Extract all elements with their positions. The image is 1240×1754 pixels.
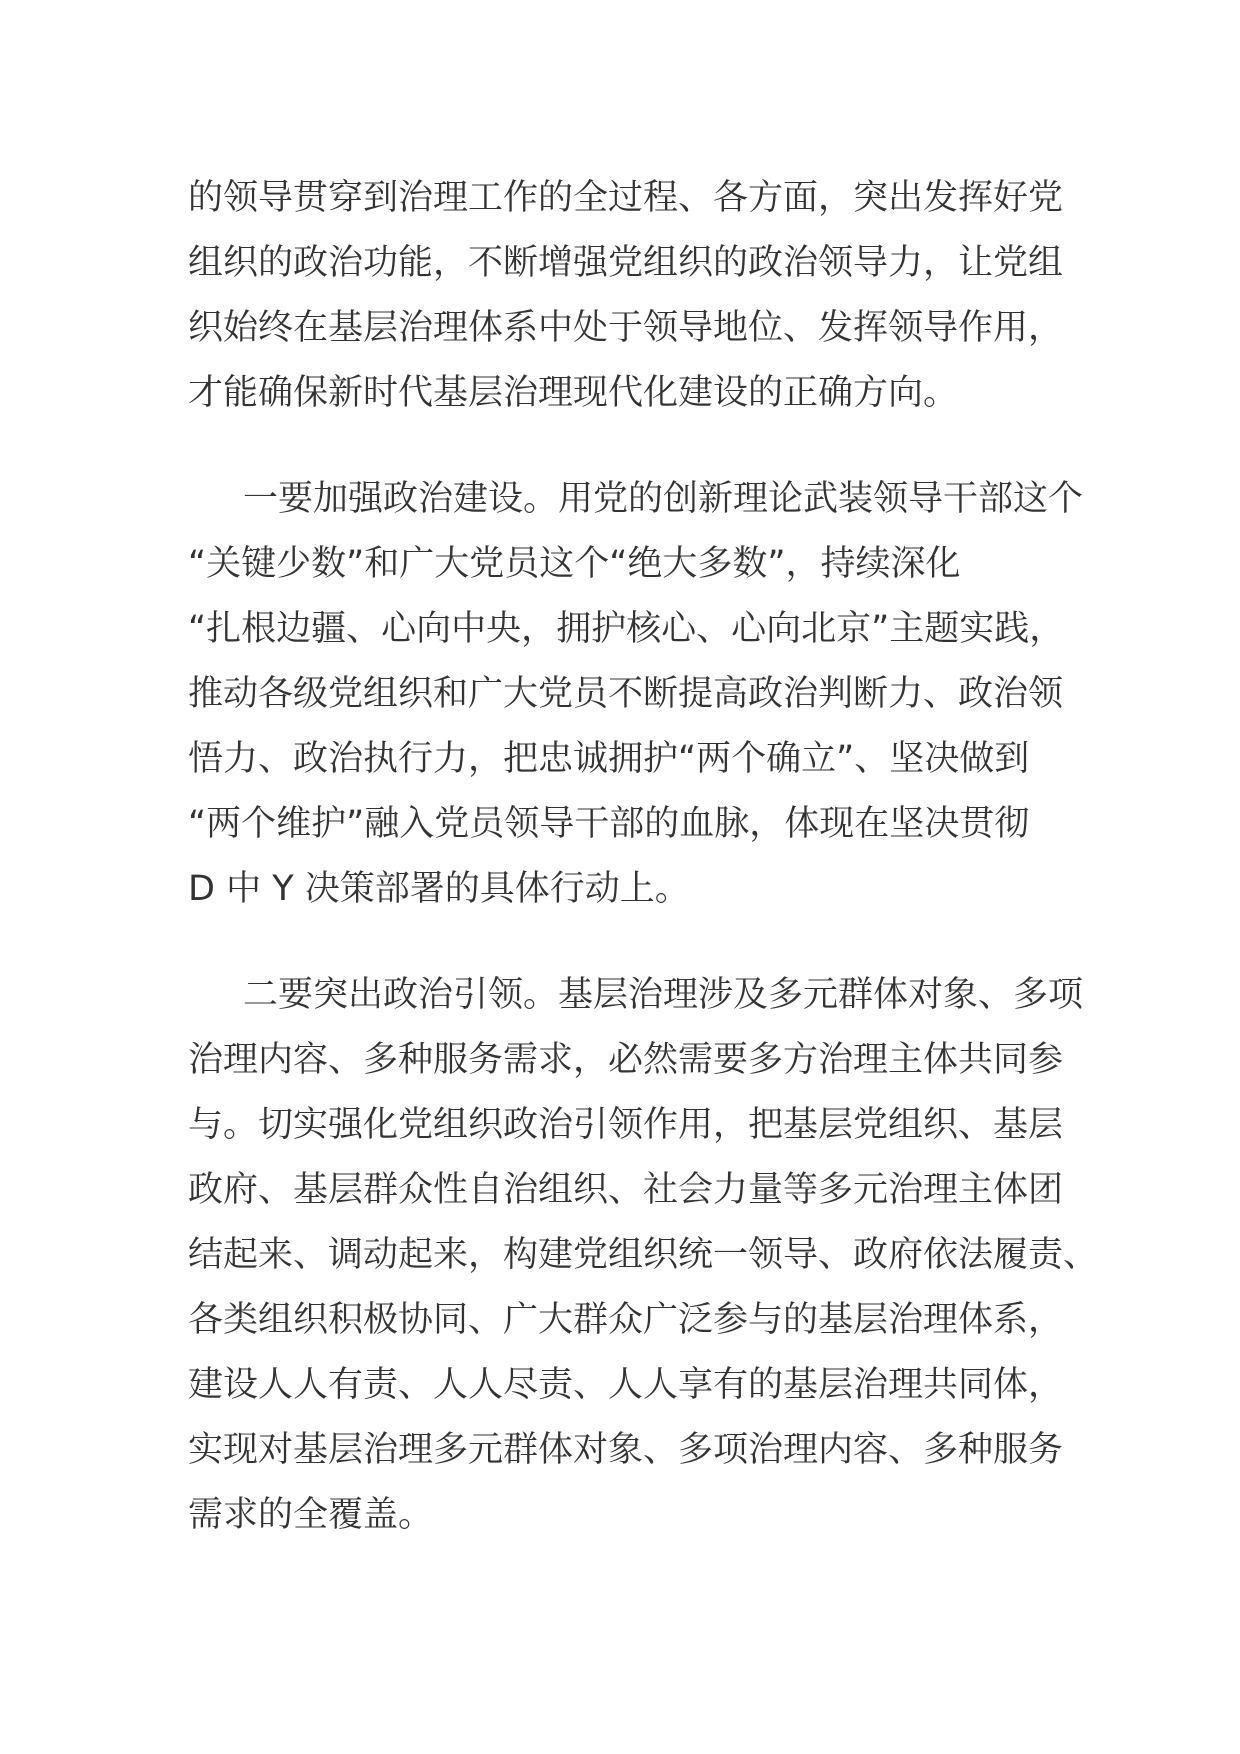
text-line: 政府、基层群众性自治组织、社会力量等多元治理主体团 <box>188 1170 1064 1210</box>
text-line: 的领导贯穿到治理工作的全过程、各方面，突出发挥好党 <box>188 178 1064 218</box>
text-line: 结起来、调动起来，构建党组织统一领导、政府依法履责、 <box>188 1235 1099 1275</box>
text-line: “两个维护”融入党员领导干部的血脉，体现在坚决贯彻 <box>188 804 1030 844</box>
paragraph-political-guidance <box>188 963 1099 1548</box>
text-line: 各类组织积极协同、广大群众广泛参与的基层治理体系， <box>188 1300 1064 1340</box>
text-line: 悟力、政治执行力，把忠诚拥护“两个确立”、坚决做到 <box>188 739 1030 779</box>
text-line: 二要突出政治引领。基层治理涉及多元群体对象、多项 <box>243 975 1084 1015</box>
text-line: “关键少数”和广大党员这个“绝大多数”，持续深化 <box>188 544 961 584</box>
text-line: “扎根边疆、心向中央，拥护核心、心向北京”主题实践， <box>188 609 1065 649</box>
text-line: 推动各级党组织和广大党员不断提高政治判断力、政治领 <box>188 674 1064 714</box>
text-line: 组织的政治功能，不断增强党组织的政治领导力，让党组 <box>188 243 1064 283</box>
text-line: D 中 Y 决策部署的具体行动上。 <box>188 869 690 909</box>
document-page <box>188 166 1099 1589</box>
text-line: 需求的全覆盖。 <box>188 1495 434 1535</box>
text-line: 建设人人有责、人人尽责、人人享有的基层治理共同体， <box>188 1365 1064 1405</box>
paragraph-intro <box>188 166 1064 426</box>
text-line: 治理内容、多种服务需求，必然需要多方治理主体共同参 <box>188 1040 1064 1080</box>
text-line: 实现对基层治理多元群体对象、多项治理内容、多种服务 <box>188 1430 1064 1470</box>
text-line: 一要加强政治建设。用党的创新理论武装领导干部这个 <box>243 479 1084 519</box>
paragraph-political-construction <box>188 467 1084 922</box>
text-line: 与。切实强化党组织政治引领作用，把基层党组织、基层 <box>188 1105 1064 1145</box>
text-line: 才能确保新时代基层治理现代化建设的正确方向。 <box>188 373 959 413</box>
text-line: 织始终在基层治理体系中处于领导地位、发挥领导作用， <box>188 308 1064 348</box>
